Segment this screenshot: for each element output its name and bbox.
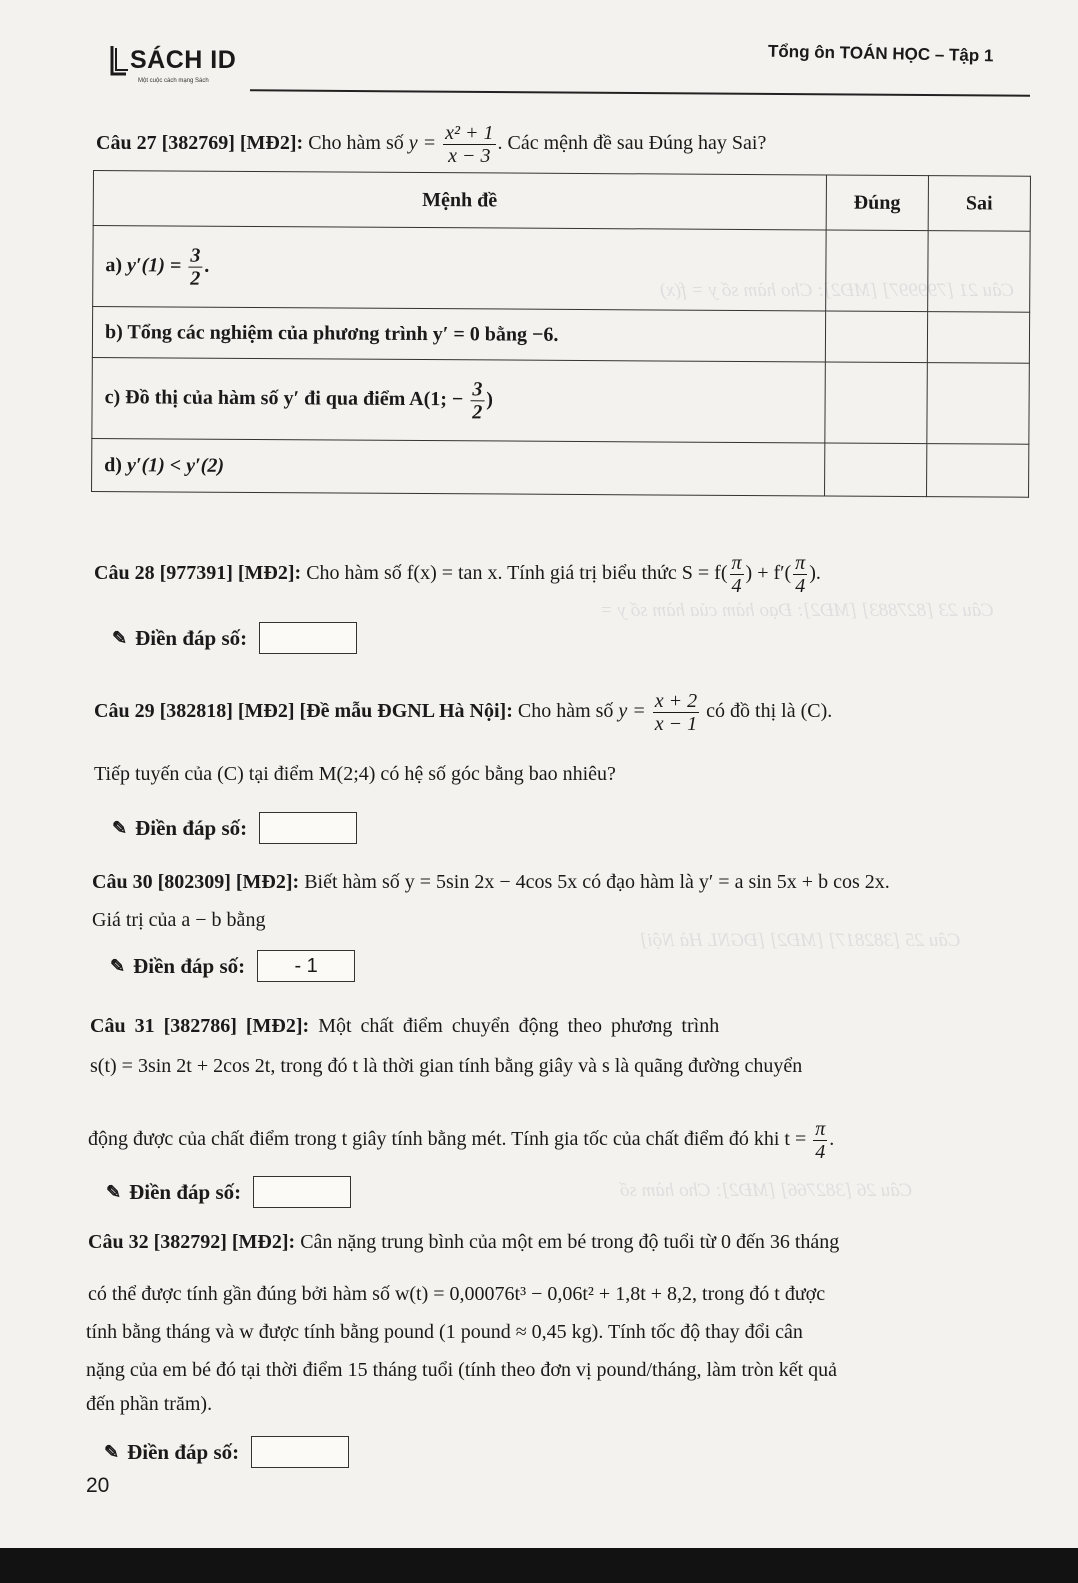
statement-tail: ) [486, 388, 494, 411]
q27-fraction [443, 122, 495, 167]
q28-pi-fraction-2 [793, 552, 807, 597]
true-checkbox-d[interactable] [824, 443, 927, 497]
column-header-false: Sai [928, 176, 1030, 232]
scan-bottom-edge [0, 1548, 1078, 1583]
frac-den: 4 [731, 575, 742, 597]
answer-row-31 [106, 1176, 351, 1208]
answer-label: Điền đáp số: [135, 625, 248, 650]
brand-logo [108, 40, 248, 92]
question-27-label: Câu 27 [382769] [MĐ2]: [96, 132, 304, 155]
table-row [92, 307, 1029, 364]
statement-text: y′(1) < y′(2) [126, 453, 225, 477]
question-28 [94, 552, 821, 597]
answer-label: Điền đáp số: [127, 1439, 240, 1464]
question-27-intro: Cho hàm số [308, 132, 404, 155]
question-28-text-b: ) + f′( [745, 562, 792, 585]
statement-c [92, 357, 825, 442]
false-checkbox-b[interactable] [927, 312, 1029, 364]
frac-num: 3 [188, 244, 202, 267]
answer-box-28[interactable] [259, 622, 357, 654]
q29-func-lhs: y = [618, 700, 646, 723]
frac-num: π [731, 552, 742, 574]
q27-frac-num: x² + 1 [445, 122, 494, 144]
false-checkbox-a[interactable] [928, 231, 1031, 313]
question-29-tail: có đồ thị là (C). [706, 700, 833, 723]
frac-num: π [795, 552, 806, 574]
answer-box-32[interactable] [251, 1436, 349, 1468]
answer-label: Điền đáp số: [129, 1179, 242, 1204]
answer-label: Điền đáp số: [133, 953, 246, 978]
true-checkbox-c[interactable] [824, 362, 927, 444]
question-32-line-4: nặng của em bé đó tại thời điểm 15 tháng tuổi (tính theo đơn vị pound/tháng, làm tròn kết quả [86, 1359, 838, 1381]
answer-row-32 [104, 1436, 349, 1468]
question-31-text: động được của chất điểm trong t giây tính bằng mét. Tính gia tốc của chất điểm đó khi t = [88, 1128, 807, 1151]
frac-den: 4 [795, 575, 806, 597]
pencil-icon: ✎ [112, 627, 128, 648]
true-checkbox-b[interactable] [825, 311, 928, 363]
q31-fraction [813, 1118, 827, 1163]
statement-text: Đồ thị của hàm số y′ đi qua điểm A(1; − [125, 385, 464, 410]
frac-den: x − 1 [654, 713, 698, 735]
answer-box-29[interactable] [259, 812, 357, 844]
table-row [92, 438, 1029, 497]
book-logo-icon [108, 44, 130, 78]
true-checkbox-a[interactable] [825, 230, 928, 312]
page-number: 20 [86, 1474, 110, 1497]
header-divider [250, 89, 1030, 96]
statement-fraction [470, 378, 484, 423]
question-32 [88, 1228, 839, 1257]
frac-den: 4 [815, 1141, 826, 1163]
question-31-line-1: Một chất điểm chuyển động theo phương trình [318, 1015, 720, 1037]
bleed-through-text: Câu 25 [382817] [MĐ2] [ĐGNL Hà Nội] [640, 930, 961, 951]
statement-d [92, 438, 825, 495]
question-28-text: Cho hàm số f(x) = tan x. Tính giá trị biểu thức S = f( [306, 562, 728, 585]
frac-num: x + 2 [654, 690, 698, 712]
pencil-icon: ✎ [110, 955, 126, 976]
bleed-through-text: Câu 23 [827883] [MĐ2]: Đạo hàm của hàm số y = [600, 600, 994, 621]
q27-func-lhs: y = [408, 132, 437, 155]
answer-row-30 [110, 950, 355, 982]
question-29 [94, 690, 832, 735]
frac-den: 2 [190, 267, 201, 290]
q29-fraction [653, 690, 699, 735]
answer-row-28 [112, 622, 357, 654]
true-false-table [91, 170, 1031, 498]
pencil-icon: ✎ [112, 817, 128, 838]
question-32-line-5: đến phần trăm). [86, 1393, 213, 1415]
bleed-through-text: Câu 26 [382766] [MĐ2]: Cho hàm số [620, 1180, 913, 1201]
statement-b [92, 307, 825, 362]
question-31 [90, 1012, 719, 1041]
question-31-line-3 [88, 1118, 834, 1163]
question-27-tail: . Các mệnh đề sau Đúng hay Sai? [497, 132, 767, 155]
question-28-label: Câu 28 [977391] [MĐ2]: [94, 562, 302, 585]
statement-label: d) [104, 453, 123, 476]
statement-fraction [188, 244, 202, 289]
question-30-line-2: Giá trị của a − b bằng [92, 909, 266, 931]
question-29-line-2: Tiếp tuyến của (C) tại điểm M(2;4) có hệ số góc bằng bao nhiêu? [94, 763, 616, 785]
answer-box-31[interactable] [253, 1176, 351, 1208]
question-28-text-c: ). [809, 562, 821, 585]
pencil-icon: ✎ [104, 1441, 120, 1462]
statement-label: c) [104, 385, 121, 408]
question-29-intro: Cho hàm số [517, 700, 614, 723]
book-title: Tổng ôn TOÁN HỌC – Tập 1 [767, 41, 994, 66]
pencil-icon: ✎ [106, 1181, 122, 1202]
statement-a [93, 226, 826, 311]
question-32-line-2: có thể được tính gần đúng bởi hàm số w(t) = 0,00076t³ − 0,06t² + 1,8t + 8,2, trong đó t được [88, 1283, 826, 1305]
table-row [92, 357, 1029, 444]
false-checkbox-c[interactable] [927, 363, 1030, 445]
column-header-true: Đúng [826, 175, 929, 231]
brand-name: SÁCH ID [130, 46, 237, 74]
answer-label: Điền đáp số: [135, 815, 248, 840]
question-30-line-1: Biết hàm số y = 5sin 2x − 4cos 5x có đạo hàm là y′ = a sin 5x + b cos 2x. [304, 871, 890, 893]
question-32-line-1: Cân nặng trung bình của một em bé trong độ tuổi từ 0 đến 36 tháng [300, 1231, 840, 1253]
question-31-line-2: s(t) = 3sin 2t + 2cos 2t, trong đó t là thời gian tính bằng giây và s là quãng đường chuyển [90, 1055, 803, 1077]
column-header-statement: Mệnh đề [93, 171, 826, 230]
false-checkbox-d[interactable] [926, 444, 1028, 498]
question-31-tail: . [829, 1128, 835, 1151]
question-32-line-3: tính bằng tháng và w được tính bằng pound (1 pound ≈ 0,45 kg). Tính tốc độ thay đổi cân [86, 1321, 803, 1343]
brand-tagline: Một cuộc cách mạng Sách [138, 78, 209, 84]
question-30 [92, 868, 890, 897]
question-31-label: Câu 31 [382786] [MĐ2]: [90, 1015, 310, 1037]
bleed-through-text: Câu 21 [799997] [MĐ2]: Cho hàm số y = f(x) [660, 280, 1015, 301]
q28-pi-fraction-1 [730, 552, 744, 597]
statement-text: y′(1) = [127, 253, 182, 277]
statement-label: b) [104, 320, 123, 343]
answer-row-29 [112, 812, 357, 844]
question-30-label: Câu 30 [802309] [MĐ2]: [92, 871, 300, 893]
frac-num: π [815, 1118, 826, 1140]
statement-tail: . [204, 254, 210, 277]
question-27 [96, 122, 766, 167]
q27-frac-den: x − 3 [448, 145, 491, 167]
question-29-label: Câu 29 [382818] [MĐ2] [Đề mẫu ĐGNL Hà Nội]: [94, 700, 513, 723]
statement-label: a) [105, 253, 123, 276]
answer-box-30[interactable]: - 1 [257, 950, 355, 982]
frac-den: 2 [472, 400, 483, 423]
statement-text: Tổng các nghiệm của phương trình y′ = 0 bằng −6. [127, 320, 559, 346]
table-row [93, 226, 1030, 313]
question-32-label: Câu 32 [382792] [MĐ2]: [88, 1231, 296, 1253]
frac-num: 3 [470, 378, 484, 401]
